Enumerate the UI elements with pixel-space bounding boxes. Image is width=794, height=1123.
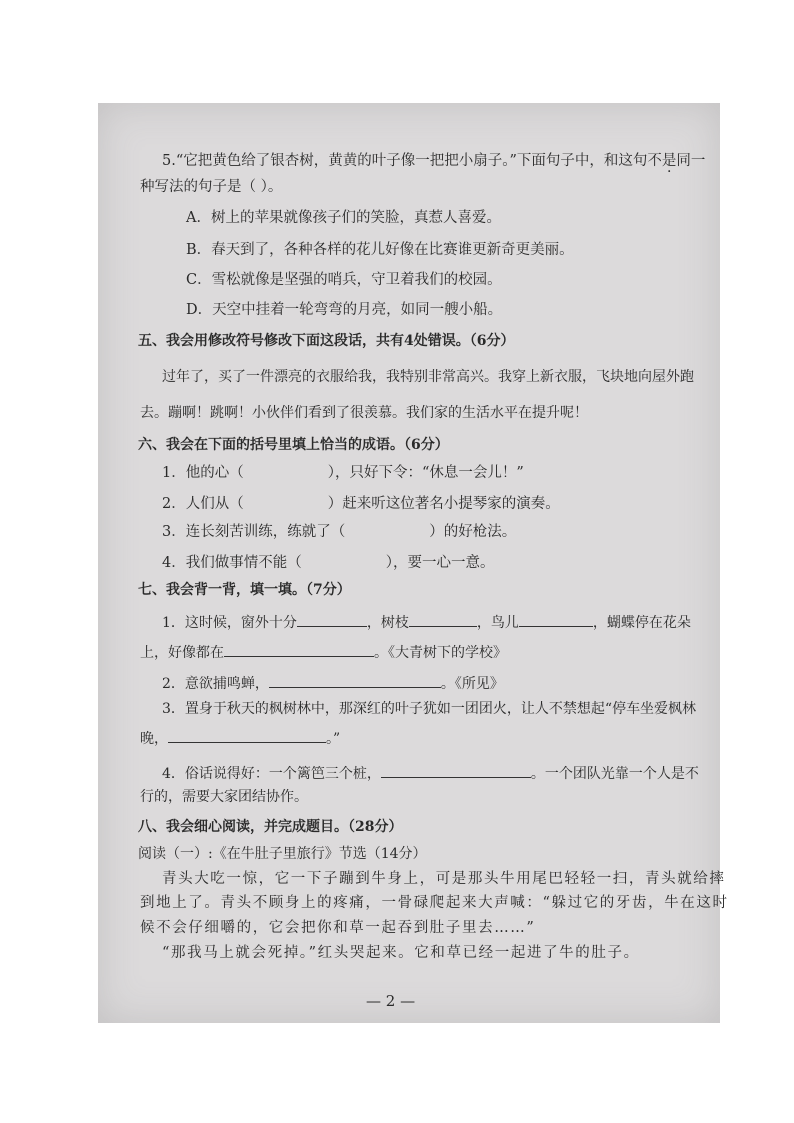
- q5-option-a: A．树上的苹果就像孩子们的笑脸，真惹人喜爱。: [186, 210, 501, 226]
- reading-title: 阅读（一）:《在牛肚子里旅行》节选（14分）: [138, 846, 427, 862]
- recite-q1-line2: 上，好像都在 。《大青树下的学校》: [140, 645, 507, 661]
- recite-q4-line1: 4．俗话说得好：一个篱笆三个桩， 。一个团队光靠一个人是不: [162, 766, 699, 782]
- recite-q3-line1: 3．置身于秋天的枫树林中，那深红的叶子犹如一团团火，让人不禁想起“停车坐爱枫林: [162, 701, 697, 717]
- section-7-title: 七、我会背一背，填一填。（7分）: [138, 582, 351, 598]
- answer-blank[interactable]: [297, 614, 367, 627]
- idiom-item-4: 4．我们做事情不能（ ），要一心一意。: [162, 555, 495, 571]
- q5-line2: 种写法的句子是（ ）。: [140, 179, 283, 195]
- answer-blank[interactable]: [381, 765, 531, 778]
- q5-option-c: C．雪松就像是坚强的哨兵，守卫着我们的校园。: [186, 272, 502, 288]
- reading-paragraph-line1: 青头大吃一惊，它一下子蹦到牛身上，可是那头牛用尾巴轻轻一扫，青头就给摔: [162, 871, 726, 887]
- section-5-text-line1: 过年了，买了一件漂亮的衣服给我，我特别非常高兴。我穿上新衣服，飞块地向屋外跑: [162, 369, 694, 385]
- answer-blank[interactable]: [168, 730, 326, 743]
- reading-paragraph-line4: “那我马上就会死掉。”红头哭起来。它和草已经一起进了牛的肚子。: [162, 945, 640, 961]
- q5-option-d: D．天空中挂着一轮弯弯的月亮，如同一艘小船。: [186, 302, 503, 318]
- answer-blank[interactable]: [269, 675, 441, 688]
- answer-blank[interactable]: [409, 614, 477, 627]
- section-8-title: 八、我会细心阅读，并完成题目。（28分）: [138, 819, 403, 835]
- idiom-item-1: 1．他的心（ ），只好下令：“休息一会儿！”: [162, 465, 524, 481]
- q5-emphasis: 不是同: [647, 153, 691, 169]
- answer-blank[interactable]: [224, 644, 374, 657]
- q5-option-b: B．春天到了，各种各样的花儿好像在比赛谁更新奇更美丽。: [186, 242, 574, 258]
- recite-q1-line1: 1．这时候，窗外十分 ，树枝 ，鸟儿 ，蝴蝶停在花朵: [162, 615, 691, 631]
- recite-q4-line2: 行的，需要大家团结协作。: [140, 789, 308, 805]
- reading-paragraph-line3: 候不会仔细嚼的，它会把你和草一起吞到肚子里去……”: [140, 920, 536, 936]
- q5-line1: 5.“它把黄色给了银杏树，黄黄的叶子像一把把小扇子。”下面句子中，和这句不是同一: [162, 153, 706, 169]
- page-number: — 2 —: [366, 992, 416, 1010]
- answer-blank[interactable]: [519, 614, 593, 627]
- recite-q3-line2: 晚， 。”: [140, 731, 341, 747]
- idiom-item-2: 2．人们从（ ）赶来听这位著名小提琴家的演奏。: [162, 496, 560, 512]
- recite-q2: 2．意欲捕鸣蝉， 。《所见》: [162, 676, 504, 692]
- section-5-text-line2: 去。蹦啊！跳啊！小伙伴们看到了很羡慕。我们家的生活水平在提升呢！: [140, 405, 588, 421]
- idiom-item-3: 3．连长刻苦训练，练就了（ ）的好枪法。: [162, 524, 517, 540]
- reading-paragraph-line2: 到地上了。青头不顾身上的疼痛，一骨碌爬起来大声喊：“躲过它的牙齿，牛在这时: [140, 895, 729, 911]
- section-5-title: 五、我会用修改符号修改下面这段话，共有4处错误。（6分）: [138, 333, 515, 349]
- section-6-title: 六、我会在下面的括号里填上恰当的成语。（6分）: [138, 437, 449, 453]
